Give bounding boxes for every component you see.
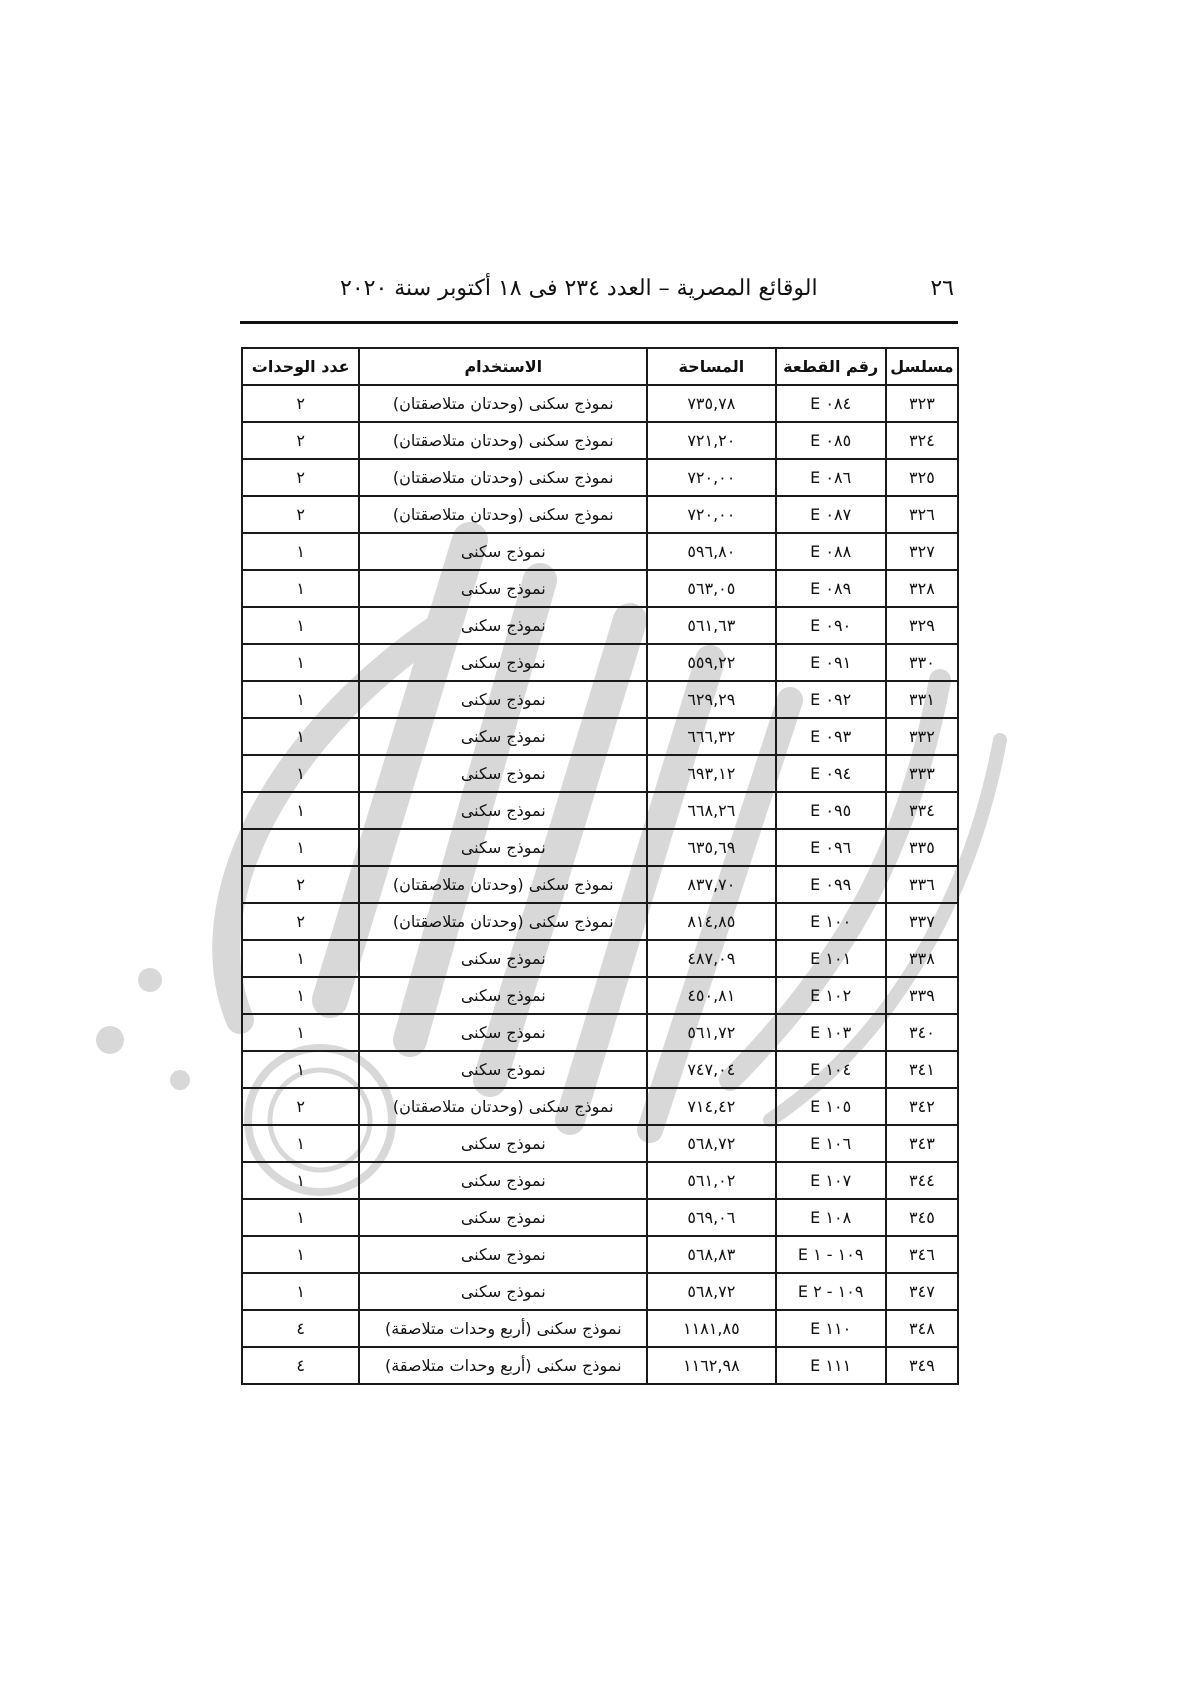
use-cell: نموذج سكنى (وحدتان متلاصقتان) [359,903,647,940]
units-cell: ١ [242,1273,359,1310]
serial-cell: ٣٣٣ [886,755,958,792]
serial-cell: ٣٤٠ [886,1014,958,1051]
units-cell: ١ [242,681,359,718]
units-cell: ١ [242,1199,359,1236]
serial-cell: ٣٢٦ [886,496,958,533]
serial-cell: ٣٣٠ [886,644,958,681]
use-cell: نموذج سكنى [359,792,647,829]
use-cell: نموذج سكنى [359,1162,647,1199]
units-cell: ١ [242,829,359,866]
serial-cell: ٣٢٨ [886,570,958,607]
table-header-row [242,348,958,385]
area-cell: ٨٣٧,٧٠ [647,866,775,903]
area-cell: ٥٦٨,٧٢ [647,1125,775,1162]
use-cell: نموذج سكنى [359,977,647,1014]
plot-number-cell: E ٠٩٦ [776,829,886,866]
area-cell: ١١٦٢,٩٨ [647,1347,775,1384]
plot-number-cell: E ٠٩٤ [776,755,886,792]
use-cell: نموذج سكنى [359,1125,647,1162]
serial-cell: ٣٣٨ [886,940,958,977]
use-cell: نموذج سكنى [359,1199,647,1236]
use-cell: نموذج سكنى (وحدتان متلاصقتان) [359,496,647,533]
area-cell: ٦٣٥,٦٩ [647,829,775,866]
use-cell: نموذج سكنى [359,644,647,681]
plot-number-cell: E ١٠٢ [776,977,886,1014]
units-cell: ٤ [242,1310,359,1347]
table-body [242,385,958,1384]
plot-number-cell: E ٠٨٤ [776,385,886,422]
area-cell: ٥٦١,٠٢ [647,1162,775,1199]
serial-cell: ٣٢٤ [886,422,958,459]
table-row [242,1051,958,1088]
units-cell: ٢ [242,496,359,533]
plot-number-cell: E ١٠٠ [776,903,886,940]
use-cell: نموذج سكنى (وحدتان متلاصقتان) [359,866,647,903]
serial-cell: ٣٣٩ [886,977,958,1014]
plot-number-cell: E ٠٨٥ [776,422,886,459]
use-cell: نموذج سكنى [359,607,647,644]
plot-number-cell: E ٠٩٢ [776,681,886,718]
units-cell: ١ [242,1051,359,1088]
table-row [242,1199,958,1236]
table-row [242,940,958,977]
column-header-area: المساحة [647,348,775,385]
table-row [242,829,958,866]
serial-cell: ٣٣٥ [886,829,958,866]
serial-cell: ٣٤٥ [886,1199,958,1236]
table-row [242,755,958,792]
units-cell: ١ [242,1125,359,1162]
page-header [240,270,958,314]
gazette-title: الوقائع المصرية – العدد ٢٣٤ فى ١٨ أكتوبر سنة ٢٠٢٠ [340,276,818,301]
area-cell: ٥٦٩,٠٦ [647,1199,775,1236]
page-number: ٢٦ [930,276,954,301]
serial-cell: ٣٣٦ [886,866,958,903]
units-cell: ١ [242,792,359,829]
serial-cell: ٣٤٦ [886,1236,958,1273]
table-row [242,792,958,829]
use-cell: نموذج سكنى [359,1051,647,1088]
units-cell: ١ [242,1162,359,1199]
serial-cell: ٣٤٩ [886,1347,958,1384]
plot-number-cell: E ١٠٦ [776,1125,886,1162]
serial-cell: ٣٢٣ [886,385,958,422]
units-cell: ٢ [242,422,359,459]
table-row [242,644,958,681]
table-row [242,1088,958,1125]
area-cell: ٥٦٣,٠٥ [647,570,775,607]
serial-cell: ٣٣٧ [886,903,958,940]
table-row [242,903,958,940]
table-row [242,866,958,903]
plot-number-cell: E ١١١ [776,1347,886,1384]
serial-cell: ٣٣٤ [886,792,958,829]
units-cell: ١ [242,755,359,792]
use-cell: نموذج سكنى (وحدتان متلاصقتان) [359,422,647,459]
table-row [242,1347,958,1384]
units-cell: ١ [242,977,359,1014]
serial-cell: ٣٢٩ [886,607,958,644]
plot-number-cell: E ١٠٤ [776,1051,886,1088]
plot-number-cell: E ١٠٥ [776,1088,886,1125]
use-cell: نموذج سكنى (وحدتان متلاصقتان) [359,459,647,496]
table-row [242,977,958,1014]
area-cell: ٦٦٨,٢٦ [647,792,775,829]
serial-cell: ٣٤٨ [886,1310,958,1347]
area-cell: ٧٢٠,٠٠ [647,496,775,533]
table-row [242,681,958,718]
table-row [242,496,958,533]
area-cell: ٦٦٦,٣٢ [647,718,775,755]
area-cell: ٥٦٨,٨٣ [647,1236,775,1273]
units-cell: ١ [242,1014,359,1051]
serial-cell: ٣٤٧ [886,1273,958,1310]
area-cell: ٧٢١,٢٠ [647,422,775,459]
serial-cell: ٣٤٢ [886,1088,958,1125]
use-cell: نموذج سكنى [359,1273,647,1310]
table-row [242,385,958,422]
table-row [242,1162,958,1199]
use-cell: نموذج سكنى [359,1236,647,1273]
area-cell: ٥٥٩,٢٢ [647,644,775,681]
use-cell: نموذج سكنى (وحدتان متلاصقتان) [359,385,647,422]
serial-cell: ٣٣٢ [886,718,958,755]
table-row [242,718,958,755]
plot-number-cell: E ٠٨٦ [776,459,886,496]
column-header-serial: مسلسل [886,348,958,385]
table-row [242,533,958,570]
units-cell: ١ [242,718,359,755]
units-cell: ٢ [242,866,359,903]
use-cell: نموذج سكنى [359,570,647,607]
table-row [242,1310,958,1347]
area-cell: ٧٢٠,٠٠ [647,459,775,496]
column-header-use: الاستخدام [359,348,647,385]
use-cell: نموذج سكنى (أربع وحدات متلاصقة) [359,1347,647,1384]
units-cell: ١ [242,1236,359,1273]
units-cell: ٢ [242,459,359,496]
use-cell: نموذج سكنى (أربع وحدات متلاصقة) [359,1310,647,1347]
table-row [242,1273,958,1310]
units-cell: ١ [242,533,359,570]
serial-cell: ٣٤٤ [886,1162,958,1199]
area-cell: ١١٨١,٨٥ [647,1310,775,1347]
area-cell: ٧١٤,٤٢ [647,1088,775,1125]
area-cell: ٥٦١,٧٢ [647,1014,775,1051]
units-cell: ٢ [242,903,359,940]
area-cell: ٦٩٣,١٢ [647,755,775,792]
units-cell: ٤ [242,1347,359,1384]
plot-number-cell: E ١١٠ [776,1310,886,1347]
area-cell: ٧٣٥,٧٨ [647,385,775,422]
serial-cell: ٣٣١ [886,681,958,718]
plots-table [241,347,959,1385]
plot-number-cell: E ٠٩٥ [776,792,886,829]
area-cell: ٤٥٠,٨١ [647,977,775,1014]
plot-number-cell: E ٠٨٧ [776,496,886,533]
use-cell: نموذج سكنى [359,1014,647,1051]
serial-cell: ٣٢٧ [886,533,958,570]
table-row [242,422,958,459]
column-header-plot-number: رقم القطعة [776,348,886,385]
use-cell: نموذج سكنى [359,718,647,755]
area-cell: ٦٢٩,٢٩ [647,681,775,718]
plot-number-cell: E ٠٩٣ [776,718,886,755]
table-row [242,570,958,607]
table-row [242,1014,958,1051]
use-cell: نموذج سكنى [359,755,647,792]
area-cell: ٧٤٧,٠٤ [647,1051,775,1088]
use-cell: نموذج سكنى [359,829,647,866]
units-cell: ٢ [242,1088,359,1125]
area-cell: ٤٨٧,٠٩ [647,940,775,977]
serial-cell: ٣٢٥ [886,459,958,496]
header-rule [240,321,958,324]
table-row [242,1125,958,1162]
plot-number-cell: E ٠٩١ [776,644,886,681]
plot-number-cell: E ١٠٧ [776,1162,886,1199]
plot-number-cell: E ٠٨٨ [776,533,886,570]
table-row [242,459,958,496]
units-cell: ١ [242,570,359,607]
plot-number-cell: E ٠٩٠ [776,607,886,644]
plot-number-cell: E ١٠٩ - ١ [776,1236,886,1273]
plot-number-cell: E ١٠١ [776,940,886,977]
plot-number-cell: E ١٠٨ [776,1199,886,1236]
plot-number-cell: E ٠٩٩ [776,866,886,903]
serial-cell: ٣٤١ [886,1051,958,1088]
serial-cell: ٣٤٣ [886,1125,958,1162]
use-cell: نموذج سكنى [359,940,647,977]
use-cell: نموذج سكنى (وحدتان متلاصقتان) [359,1088,647,1125]
units-cell: ١ [242,940,359,977]
plot-number-cell: E ١٠٣ [776,1014,886,1051]
units-cell: ١ [242,644,359,681]
area-cell: ٥٩٦,٨٠ [647,533,775,570]
plot-number-cell: E ١٠٩ - ٢ [776,1273,886,1310]
table-row [242,607,958,644]
use-cell: نموذج سكنى [359,681,647,718]
area-cell: ٥٦١,٦٣ [647,607,775,644]
area-cell: ٥٦٨,٧٢ [647,1273,775,1310]
units-cell: ٢ [242,385,359,422]
column-header-units: عدد الوحدات [242,348,359,385]
table-row [242,1236,958,1273]
units-cell: ١ [242,607,359,644]
use-cell: نموذج سكنى [359,533,647,570]
area-cell: ٨١٤,٨٥ [647,903,775,940]
plot-number-cell: E ٠٨٩ [776,570,886,607]
